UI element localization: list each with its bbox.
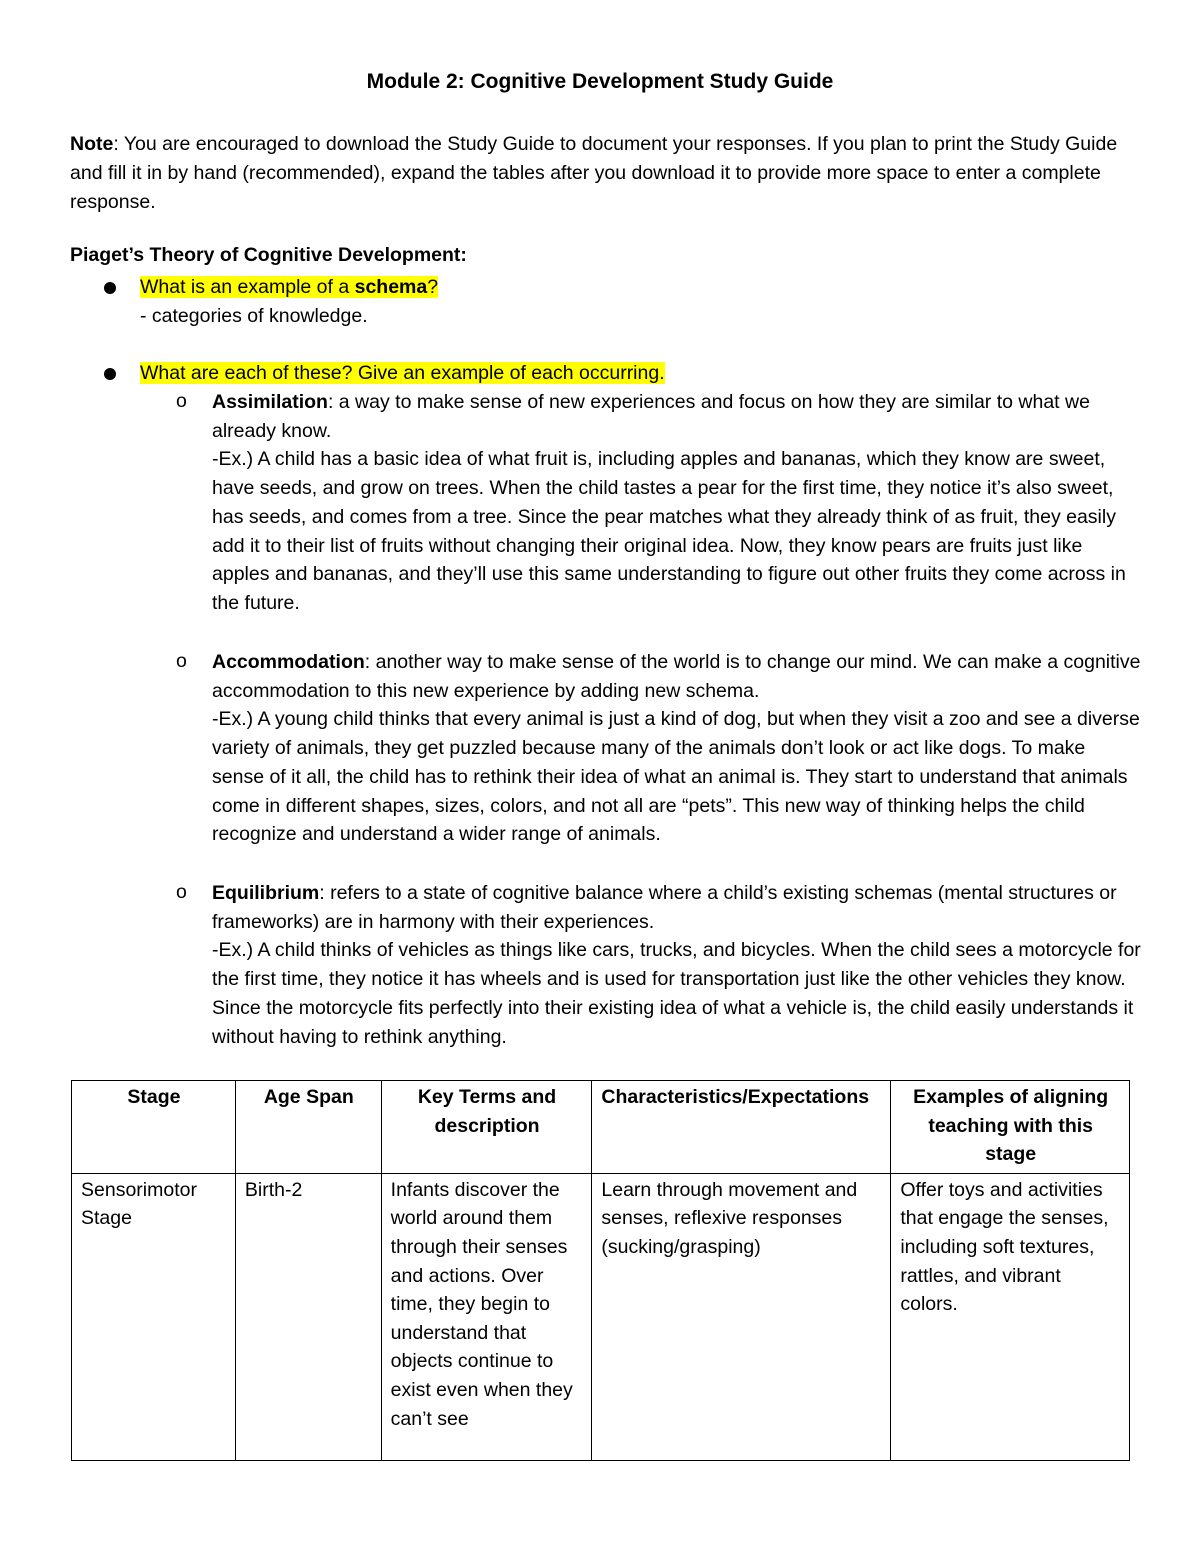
question-concepts xyxy=(140,359,665,388)
item-assimilation xyxy=(212,388,1142,618)
cell-key-terms: Infants discover the world around them through their senses and actions. Over time, they begin to understand that objects continue to exist even when they can’t see xyxy=(381,1173,592,1460)
term-equilibrium: Equilibrium xyxy=(212,882,320,904)
section-heading: Piaget’s Theory of Cognitive Development: xyxy=(70,244,467,266)
page-title: Module 2: Cognitive Development Study Guide xyxy=(366,70,834,93)
cell-examples: Offer toys and activities that engage the senses, including soft textures, rattles, and vibrant colors. xyxy=(891,1173,1130,1460)
bullet-icon xyxy=(104,282,116,294)
cell-age-span: Birth-2 xyxy=(235,1173,381,1460)
note-label: Note xyxy=(70,133,114,155)
circle-bullet-icon: o xyxy=(176,390,187,412)
header-key-terms: Key Terms and description xyxy=(381,1081,592,1174)
definition-assimilation: : a way to make sense of new experiences and focus on how they are similar to what we already know. xyxy=(212,391,1090,442)
term-accommodation: Accommodation xyxy=(212,651,365,673)
example-assimilation: -Ex.) A child has a basic idea of what fruit is, including apples and bananas, which they know are sweet, have seeds, and grow on trees. When the child tastes a pear for the first time, they notice it’s also sweet, has seeds, and comes from a tree. Since the pear matches what they already think of as fruit, they easily add it to their list of fruits without changing their original idea. Now, they know pears are fruits just like apples and bananas, and they’ll use this same understanding to figure out other fruits they come across in the future. xyxy=(212,448,1126,614)
example-accommodation: -Ex.) A young child thinks that every animal is just a kind of dog, but when they visit a zoo and see a diverse variety of animals, they get puzzled because many of the animals don’t look or act like dogs. To make sense of it all, the child has to rethink their idea of what an animal is. They start to understand that animals come in different shapes, sizes, colors, and not all are “pets”. This new way of thinking helps the child recognize and understand a wider range of animals. xyxy=(212,708,1140,846)
header-age-span: Age Span xyxy=(235,1081,381,1174)
bullet-icon xyxy=(104,368,116,380)
item-accommodation xyxy=(212,648,1142,849)
cell-characteristics: Learn through movement and senses, reflexive responses (sucking/grasping) xyxy=(592,1173,891,1460)
circle-bullet-icon: o xyxy=(176,650,187,672)
item-equilibrium xyxy=(212,879,1142,1051)
answer-schema: - categories of knowledge. xyxy=(140,305,368,327)
table-header-row xyxy=(72,1081,1130,1174)
example-equilibrium: -Ex.) A child thinks of vehicles as things like cars, trucks, and bicycles. When the child sees a motorcycle for the first time, they notice it has wheels and is used for transportation just like the other vehicles they know. Since the motorcycle fits perfectly into their existing idea of what a vehicle is, the child easily understands it without having to rethink anything. xyxy=(212,939,1141,1048)
q2-text: What are each of these? Give an example of each occurring. xyxy=(140,362,665,384)
note-text: : You are encouraged to download the Study Guide to document your responses. If you plan to print the Study Guide and fill it in by hand (recommended), expand the tables after you download it to provide more space to enter a complete response. xyxy=(70,133,1118,213)
header-examples: Examples of aligning teaching with this stage xyxy=(891,1081,1130,1174)
definition-equilibrium: : refers to a state of cognitive balance where a child’s existing schemas (mental structures or frameworks) are in harmony with their experiences. xyxy=(212,882,1117,933)
q1-suffix: ? xyxy=(427,276,439,298)
stages-table xyxy=(71,1080,1130,1461)
table-row xyxy=(72,1173,1130,1460)
definition-accommodation: : another way to make sense of the world is to change our mind. We can make a cognitive accommodation to this new experience by adding new schema. xyxy=(212,651,1141,702)
q1-prefix: What is an example of a xyxy=(140,276,355,298)
question-schema xyxy=(140,273,438,302)
q1-bold: schema xyxy=(354,276,428,298)
cell-stage: Sensorimotor Stage xyxy=(72,1173,236,1460)
term-assimilation: Assimilation xyxy=(212,391,328,413)
header-characteristics: Characteristics/Expectations xyxy=(592,1081,891,1174)
note-paragraph xyxy=(70,130,1130,217)
circle-bullet-icon: o xyxy=(176,881,187,903)
header-stage: Stage xyxy=(72,1081,236,1174)
